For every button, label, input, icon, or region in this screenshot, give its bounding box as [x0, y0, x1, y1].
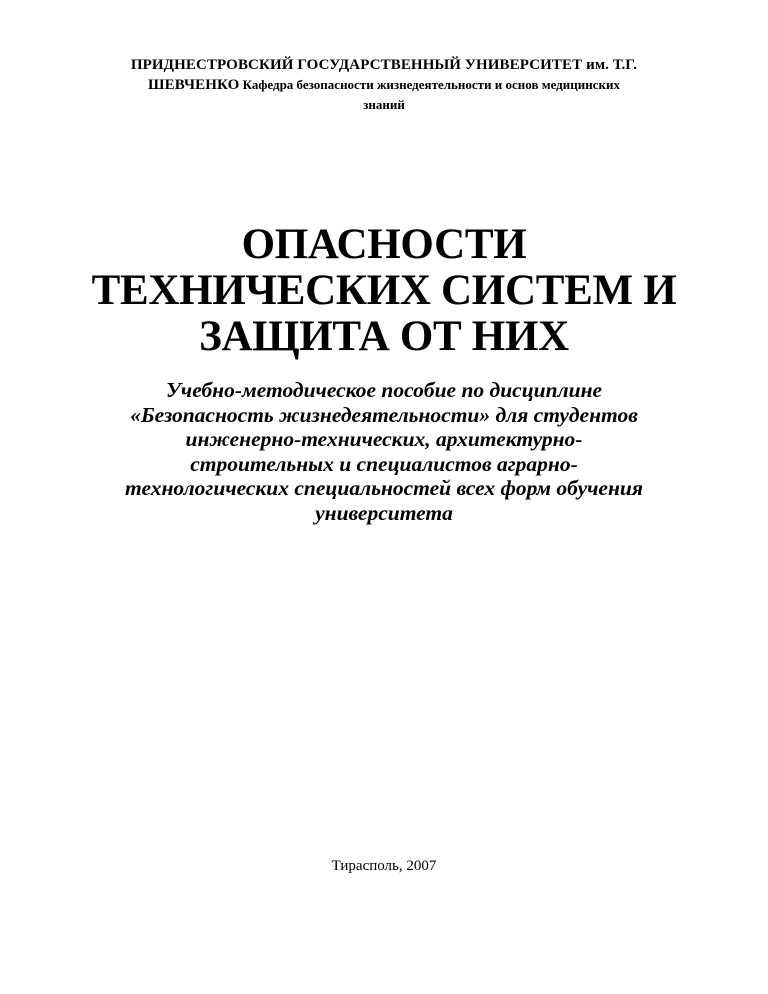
university-name-line: ПРИДНЕСТРОВСКИЙ ГОСУДАРСТВЕННЫЙ УНИВЕРСИТЕТ им. Т.Г. — [130, 57, 638, 73]
document-title — [40, 222, 728, 360]
subtitle-line-3: инженерно-технических, архитектурно- — [185, 427, 583, 451]
place-and-year: Тирасполь, 2007 — [331, 858, 437, 874]
university-name-end: ШЕВЧЕНКО — [148, 77, 240, 93]
subtitle-line-4: строительных и специалистов аграрно- — [190, 451, 578, 476]
title-line-3: ЗАЩИТА ОТ НИХ — [199, 313, 569, 360]
subtitle-line-6: университета — [315, 500, 453, 525]
subtitle-line-5: технологических специальностей всех форм обучения — [125, 476, 643, 500]
document-subtitle — [40, 378, 728, 525]
subtitle-line-1: Учебно-методическое пособие по дисциплине — [165, 378, 603, 402]
department-name-end: знаний — [363, 97, 405, 112]
title-line-2: ТЕХНИЧЕСКИХ СИСТЕМ И — [91, 267, 677, 314]
department-line — [60, 75, 708, 95]
title-line-1: ОПАСНОСТИ — [241, 221, 527, 268]
subtitle-line-2: «Безопасность жизнедеятельности» для студентов — [130, 402, 638, 427]
department-name: Кафедра безопасности жизнедеятельности и основ медицинских — [239, 77, 620, 92]
institution-header — [60, 55, 708, 115]
